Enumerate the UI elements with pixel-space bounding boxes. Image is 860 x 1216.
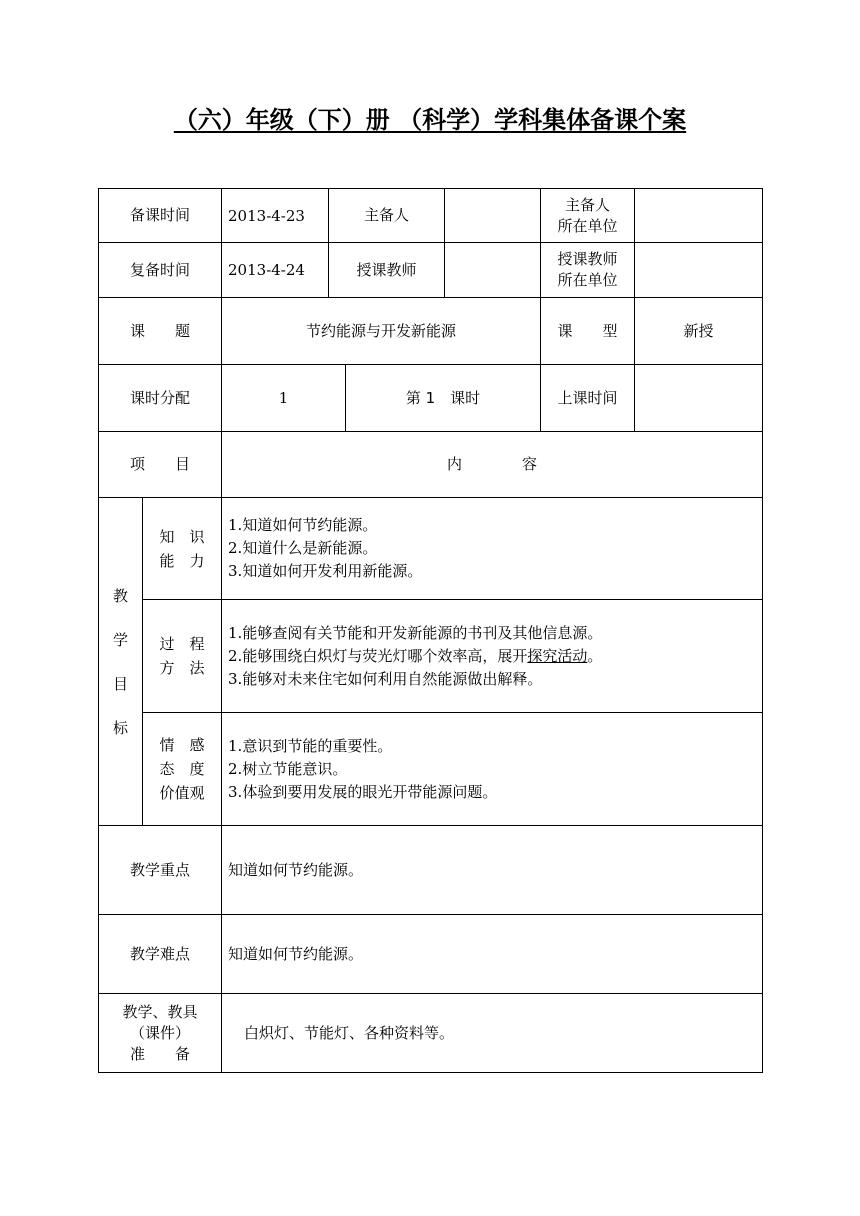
table-row [99,915,763,994]
prep-time-label: 备课时间 [99,189,222,243]
table-row [99,243,763,298]
class-time-label: 上课时间 [541,365,635,432]
list-item: 1.知道如何节约能源。 [228,516,378,534]
list-item: 3.体验到要用发展的眼光开带能源问题。 [228,782,498,801]
main-preparer-value[interactable] [445,189,541,243]
list-item: 3.能够对未来住宅如何利用自然能源做出解释。 [228,669,543,688]
prep-time-value: 2013-4-23 [222,189,329,243]
list-item: 1.能够查阅有关节能和开发新能源的书刊及其他信息源。 [228,623,603,642]
page-title: （六）年级（下）册 （科学）学科集体备课个案 [173,106,687,134]
lesson-plan-table [98,188,763,1073]
review-time-value: 2013-4-24 [222,243,329,298]
table-row [99,994,763,1073]
knowledge-ability-label: 知 识 能 力 [143,498,222,600]
period-value: 1 [222,365,346,432]
list-item: 2.知道什么是新能源。 [228,539,378,557]
type-label: 课 型 [541,298,635,365]
table-row [99,365,763,432]
list-item: 1.意识到节能的重要性。 [228,736,393,755]
tools-value: 白炽灯、节能灯、各种资料等。 [222,994,763,1073]
table-row [99,826,763,915]
list-item: 2.能够围绕白炽灯与荧光灯哪个效率高，展开探究活动。 [228,646,603,665]
inquiry-activity-link[interactable]: 探究活动 [527,646,588,665]
item-label: 项 目 [99,432,222,498]
main-preparer-unit-label: 主备人 所在单位 [541,189,635,243]
knowledge-ability-content [222,498,763,600]
teacher-unit-value[interactable] [635,243,763,298]
type-value: 新授 [635,298,763,365]
list-item: 2.树立节能意识。 [228,759,348,778]
table-row [99,713,763,826]
table-row [99,432,763,498]
main-preparer-unit-value[interactable] [635,189,763,243]
main-preparer-label: 主备人 [329,189,445,243]
list-item: 3.知道如何开发利用新能源。 [228,562,423,580]
teacher-unit-label: 授课教师 所在单位 [541,243,635,298]
key-point-value: 知道如何节约能源。 [222,826,763,915]
teacher-label: 授课教师 [329,243,445,298]
difficulty-value: 知道如何节约能源。 [222,915,763,994]
class-time-value[interactable] [635,365,763,432]
table-row [99,498,763,600]
topic-label: 课 题 [99,298,222,365]
table-row [99,189,763,243]
process-method-label: 过 程 方 法 [143,600,222,713]
difficulty-label: 教学难点 [99,915,222,994]
emotion-attitude-values-label: 情 感 态 度 价值观 [143,713,222,826]
review-time-label: 复备时间 [99,243,222,298]
key-point-label: 教学重点 [99,826,222,915]
content-label: 内 容 [222,432,763,498]
tools-label: 教学、教具 （课件） 准 备 [99,994,222,1073]
table-row [99,298,763,365]
topic-value: 节约能源与开发新能源 [222,298,541,365]
teacher-value[interactable] [445,243,541,298]
period-label: 课时分配 [99,365,222,432]
emotion-attitude-values-content [222,713,763,826]
process-method-content [222,600,763,713]
table-row [99,600,763,713]
teaching-objectives-label: 教 学 目 标 [99,498,143,826]
period-desc: 第 1 课时 [346,365,541,432]
